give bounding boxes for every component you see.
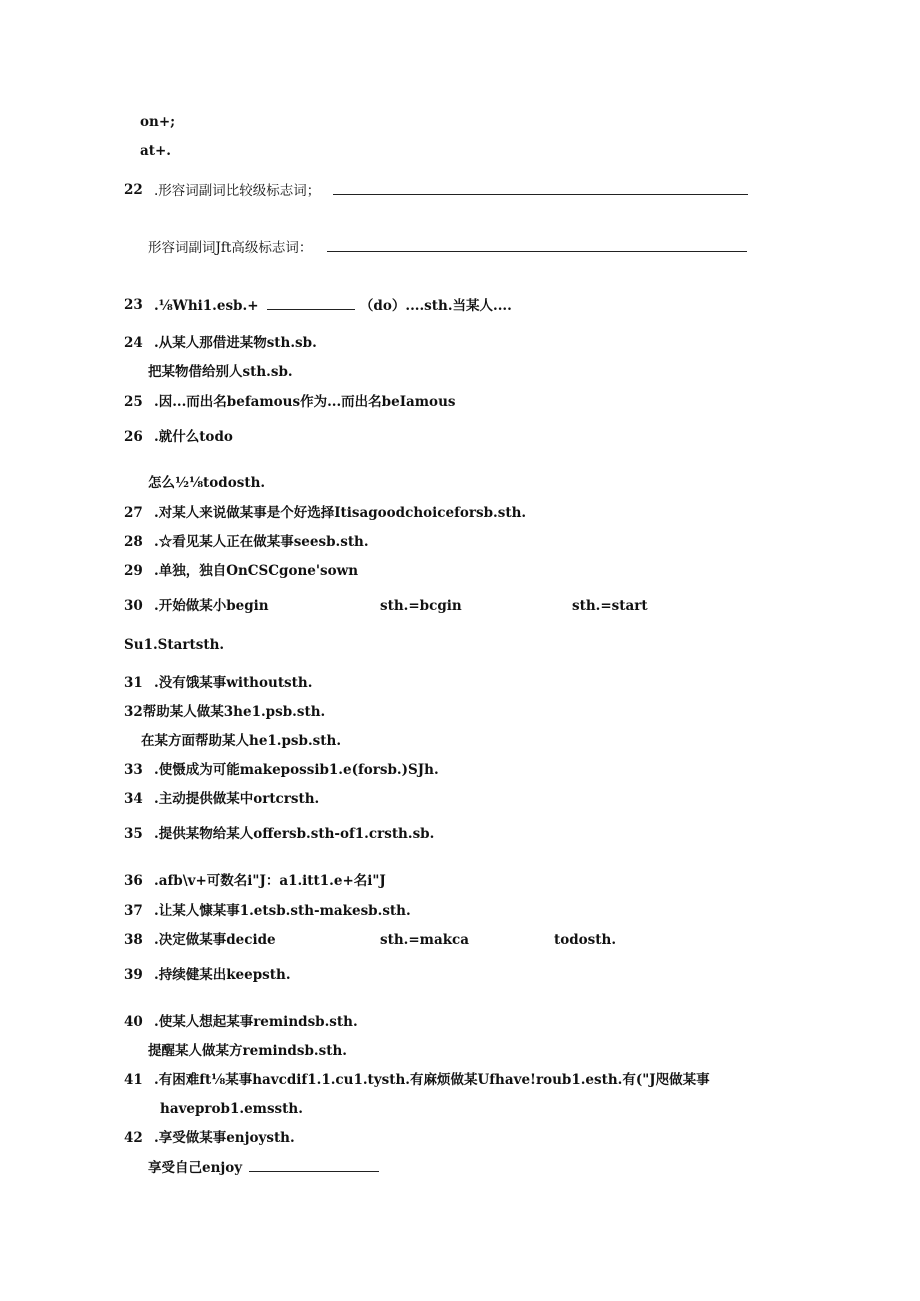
item-35-text: .提供某物给某人offersb.sth-of1.crsth.sb. xyxy=(154,826,435,842)
item-number-26: 26 xyxy=(124,429,143,445)
item-26b-text: 怎么½⅛todosth. xyxy=(148,475,266,491)
item-30-text-d: Su1.Startsth. xyxy=(124,637,225,653)
item-29-text: .单独，独自OnCSCgone'sown xyxy=(154,563,359,579)
item-36-text: .afb\v+可数名i"J：a1.itt1.e+名i"J xyxy=(154,873,386,889)
item-number-41: 41 xyxy=(124,1072,143,1088)
item-number-35: 35 xyxy=(124,826,143,842)
item-23-blank[interactable] xyxy=(267,297,355,310)
item-number-31: 31 xyxy=(124,675,143,691)
item-number-40: 40 xyxy=(124,1014,143,1030)
item-number-27: 27 xyxy=(124,505,143,521)
item-25-text: .因...而出名befamous作为...而出名beIamous xyxy=(154,394,456,410)
item-number-38: 38 xyxy=(124,932,143,948)
item-32b-text: 在某方面帮助某人he1.psb.sth. xyxy=(141,733,342,749)
item-32-text: 32帮助某人做某3he1.psb.sth. xyxy=(124,704,326,720)
item-26-text: .就什么todo xyxy=(154,429,233,445)
item-28-text: .☆看见某人正在做某事seesb.sth. xyxy=(154,534,369,550)
item-41-text: .有困难ft⅛某事havcdif1.1.cu1.tysth.有麻烦做某Ufhave!roub1.esth.有("J咫做某事 xyxy=(154,1072,710,1088)
item-30-text-b: sth.=bcgin xyxy=(380,598,462,614)
item-number-28: 28 xyxy=(124,534,143,550)
item-number-37: 37 xyxy=(124,903,143,919)
item-42-text: .享受做某事enjoysth. xyxy=(154,1130,295,1146)
item-23-text xyxy=(154,297,512,314)
item-42b-text xyxy=(148,1159,379,1176)
line-on: on+; xyxy=(140,114,176,130)
item-38-text-c: todosth. xyxy=(554,932,617,948)
line-at: at+. xyxy=(140,143,171,159)
item-30-text-c: sth.=start xyxy=(572,598,648,614)
item-number-25: 25 xyxy=(124,394,143,410)
item-number-36: 36 xyxy=(124,873,143,889)
item-22b-blank[interactable] xyxy=(327,239,747,252)
item-24b-text: 把某物借给别人sth.sb. xyxy=(148,364,293,380)
item-number-33: 33 xyxy=(124,762,143,778)
item-number-29: 29 xyxy=(124,563,143,579)
item-22-label: .形容词副词比较级标志词； xyxy=(154,183,321,199)
item-27-text: .对某人来说做某事是个好选择Itisagoodchoiceforsb.sth. xyxy=(154,505,527,521)
item-33-text: .使慑成为可能makepossib1.e(forsb.)SJh. xyxy=(154,762,439,778)
item-number-34: 34 xyxy=(124,791,143,807)
item-number-24: 24 xyxy=(124,335,143,351)
item-31-text: .没有饿某事withoutsth. xyxy=(154,675,313,691)
item-number-23: 23 xyxy=(124,297,143,313)
item-38-text-b: sth.=makca xyxy=(380,932,470,948)
item-23-label-b: （do）....sth.当某人.... xyxy=(359,298,512,314)
item-number-30: 30 xyxy=(124,598,143,614)
item-22-text xyxy=(154,182,748,199)
item-22b-text xyxy=(148,239,747,256)
item-39-text: .持续健某出keepsth. xyxy=(154,967,291,983)
item-23-label-a: .⅛Whi1.esb.+ xyxy=(154,298,259,314)
item-40b-text: 提醒某人做某方remindsb.sth. xyxy=(148,1043,347,1059)
item-42b-label: 享受自己enjoy xyxy=(148,1160,243,1176)
item-30-text-a: .开始做某小begin xyxy=(154,598,269,614)
item-24-text: .从某人那借进某物sth.sb. xyxy=(154,335,317,351)
item-22-blank[interactable] xyxy=(333,182,748,195)
item-22b-label: 形容词副词Jft高级标志词： xyxy=(148,240,313,256)
item-42b-blank[interactable] xyxy=(249,1159,379,1172)
item-number-22: 22 xyxy=(124,182,143,198)
item-34-text: .主动提供做某中ortcrsth. xyxy=(154,791,320,807)
item-number-42: 42 xyxy=(124,1130,143,1146)
item-40-text: .使某人想起某事remindsb.sth. xyxy=(154,1014,358,1030)
item-number-39: 39 xyxy=(124,967,143,983)
item-38-text-a: .决定做某事decide xyxy=(154,932,276,948)
item-37-text: .让某人慷某事1.etsb.sth-makesb.sth. xyxy=(154,903,411,919)
item-41b-text: haveprob1.emssth. xyxy=(160,1101,303,1117)
